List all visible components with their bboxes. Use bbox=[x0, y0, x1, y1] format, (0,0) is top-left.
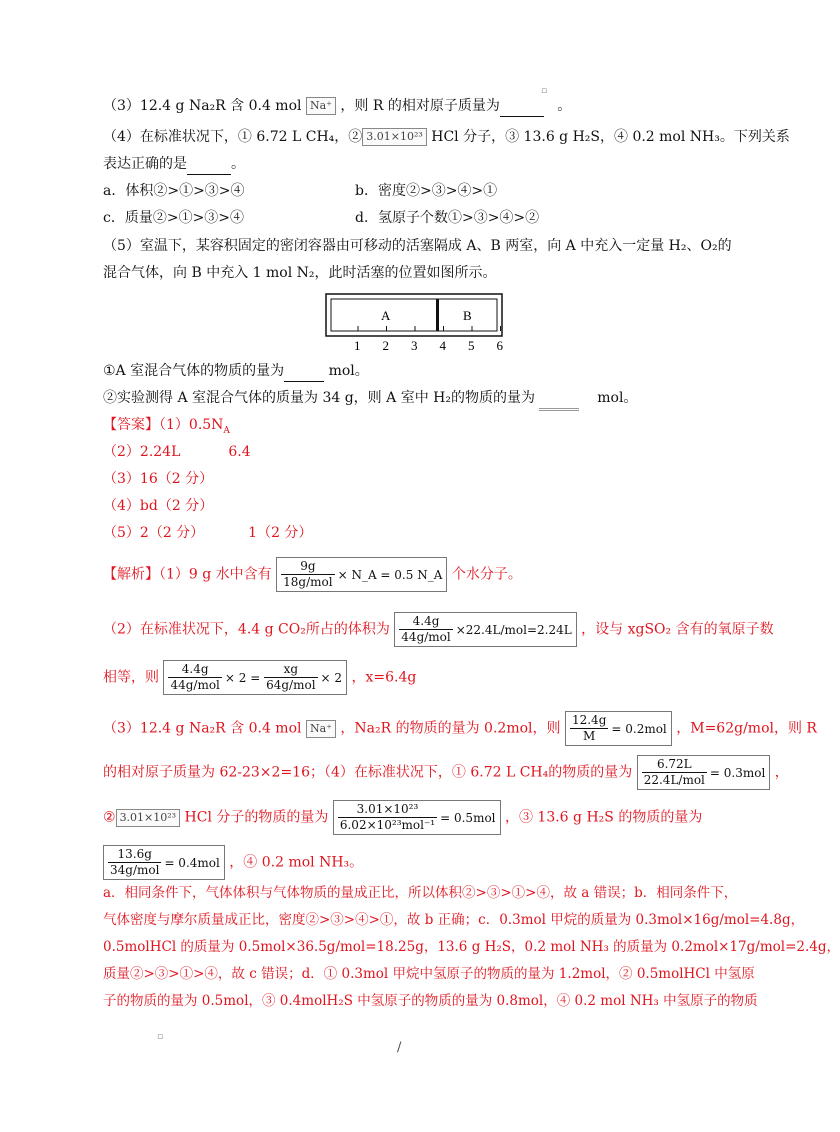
analysis-line-12: 子的物质的量为 0.5mol，③ 0.4molH₂S 中氢原子的物质的量为 0.8mol，④ 0.2 mol NH₃ 中氢原子的物质 bbox=[103, 993, 758, 1009]
analysis-line-1: 【解析】（1）9 g 水中含有 $\frac{9g}{\text{18g/mol}}$ × N_A = 0.5 N_A 个水分子。 bbox=[103, 557, 522, 592]
analysis-line-6: ② 3.01×10²³ HCl 分子的物质的量为 $\frac{\text{3.01×10²³}}{\text{6.02×10²³mol⁻¹}}$ = 0.5mol ，③ 13.6 g H₂S 的物质的量为 bbox=[103, 800, 702, 835]
answer-line-2: （2）2.24L 6.4 bbox=[103, 444, 251, 460]
answer-line-4: （4）bd（2 分） bbox=[103, 498, 214, 514]
analysis-line-10: 0.5molHCl 的质量为 0.5mol×36.5g/mol=18.25g，13.6 g H₂S，0.2 mol NH₃ 的质量为 0.2mol×17g/mol=2.4g， bbox=[103, 939, 840, 955]
analysis-line-5: 的相对原子质量为 62-23×2=16；（4）在标准状况下，① 6.72 L CH₄的物质的量为 $\frac{6.72L}{\text{22.4L/mol}}$ = 0.3mol ， bbox=[103, 755, 789, 790]
avogadro-number-image: 3.01×10²³ bbox=[116, 809, 181, 827]
option-d: d．氢原子个数①>③>④>② bbox=[355, 210, 540, 226]
option-c: c．质量②>①>③>④ bbox=[103, 210, 245, 226]
formula-image: $\frac{9g}{\text{18g/mol}}$ × N_A = 0.5 N_A bbox=[276, 557, 447, 592]
corner-mark-top: ▫ bbox=[541, 86, 548, 96]
question-5-sub1: ①A 室混合气体的物质的量为 mol。 bbox=[103, 361, 369, 382]
piston-container-diagram bbox=[322, 290, 508, 356]
analysis-line-11: 质量②>③>①>④，故 c 错误；d．① 0.3mol 甲烷中氢原子的物质的量为 1.2mol，② 0.5molHCl 中氢原 bbox=[103, 966, 755, 982]
scale-tick-label: 1 bbox=[354, 338, 361, 353]
answer-blank bbox=[539, 388, 579, 411]
formula-image: $\frac{\text{3.01×10²³}}{\text{6.02×10²³mol⁻¹}}$ = 0.5mol bbox=[333, 800, 501, 835]
question-3: （3）12.4 g Na₂R 含 0.4 mol Na⁺ ，则 R 的相对原子质量为 。 bbox=[103, 96, 571, 117]
container-outer bbox=[326, 294, 502, 336]
answer-blank bbox=[187, 154, 231, 175]
chamber-a-label: A bbox=[381, 308, 391, 323]
piston bbox=[436, 299, 439, 331]
answer-line-3: （3）16（2 分） bbox=[103, 471, 214, 487]
na-ion-formula-image: Na⁺ bbox=[306, 720, 336, 738]
question-5-line1: （5）室温下，某容积固定的密闭容器由可移动的活塞隔成 A、B 两室，向 A 中充入一定量 H₂、O₂的 bbox=[103, 238, 732, 254]
na-ion-formula-image: Na⁺ bbox=[306, 97, 336, 115]
answer-blank bbox=[284, 361, 324, 382]
answer-line-5: （5）2（2 分） 1（2 分） bbox=[103, 525, 313, 541]
option-b: b．密度②>③>④>① bbox=[355, 183, 498, 199]
question-5-sub2: ②实验测得 A 室混合气体的质量为 34 g，则 A 室中 H₂的物质的量为 mol。 bbox=[103, 388, 637, 411]
scale-tick-label: 6 bbox=[496, 338, 503, 353]
formula-image: $\frac{4.4g}{\text{44g/mol}}$ × 2 = $\frac{xg}{\text{64g/mol}}$ × 2 bbox=[163, 660, 347, 695]
formula-image: $\frac{6.72L}{\text{22.4L/mol}}$ = 0.3mol bbox=[637, 755, 771, 790]
analysis-line-8: a．相同条件下，气体体积与气体物质的量成正比，所以体积②>③>①>④，故 a 错误；b．相同条件下， bbox=[103, 885, 738, 901]
formula-image: $\frac{13.6g}{\text{34g/mol}}$ = 0.4mol bbox=[103, 845, 225, 880]
corner-mark-bottom: ▫ bbox=[157, 1032, 164, 1042]
question-5-line2: 混合气体，向 B 中充入 1 mol N₂，此时活塞的位置如图所示。 bbox=[103, 265, 497, 281]
formula-image: $\frac{4.4g}{\text{44g/mol}}$ ×22.4L/mol=2.24L bbox=[394, 612, 576, 647]
answer-blank bbox=[500, 96, 544, 117]
formula-image: $\frac{12.4g}{M}$ = 0.2mol bbox=[565, 711, 672, 746]
scale-tick-label: 3 bbox=[411, 338, 418, 353]
avogadro-number-image: 3.01×10²³ bbox=[362, 128, 427, 146]
scale-ticks bbox=[354, 326, 504, 353]
question-4-line1: （4）在标准状况下，① 6.72 L CH₄，② 3.01×10²³ HCl 分子，③ 13.6 g H₂S，④ 0.2 mol NH₃。下列关系 bbox=[103, 129, 790, 145]
analysis-line-3: 相等，则 $\frac{4.4g}{\text{44g/mol}}$ × 2 = $\frac{xg}{\text{64g/mol}}$ × 2 ，x=6.4g bbox=[103, 660, 416, 695]
page-marker: / bbox=[397, 1040, 402, 1055]
scale-tick-label: 5 bbox=[468, 338, 475, 353]
scale-tick-label: 2 bbox=[382, 338, 389, 353]
analysis-line-9: 气体密度与摩尔质量成正比，密度②>③>④>①，故 b 正确；c．0.3mol 甲烷的质量为 0.3mol×16g/mol=4.8g， bbox=[103, 912, 805, 928]
answer-line-1: 【答案】$(1)0.5N_A$ bbox=[103, 417, 230, 436]
analysis-line-7: $\frac{13.6g}{\text{34g/mol}}$ = 0.4mol ，④ 0.2 mol NH₃。 bbox=[103, 845, 363, 880]
analysis-line-4: （3）12.4 g Na₂R 含 0.4 mol Na⁺ ，Na₂R 的物质的量为 0.2mol，则 $\frac{12.4g}{M}$ = 0.2mol ，M=62g/mol，则 R bbox=[103, 711, 817, 746]
option-a: a．体积②>①>③>④ bbox=[103, 183, 245, 199]
question-4-line2: 表达正确的是 。 bbox=[103, 154, 245, 175]
analysis-line-2: （2）在标准状况下，4.4 g CO₂所占的体积为 $\frac{4.4g}{\text{44g/mol}}$ ×22.4L/mol=2.24L ，设与 xgSO₂ 含有的氧原子数 bbox=[103, 612, 774, 647]
chamber-b-label: B bbox=[463, 308, 472, 323]
scale-tick-label: 4 bbox=[439, 338, 446, 353]
